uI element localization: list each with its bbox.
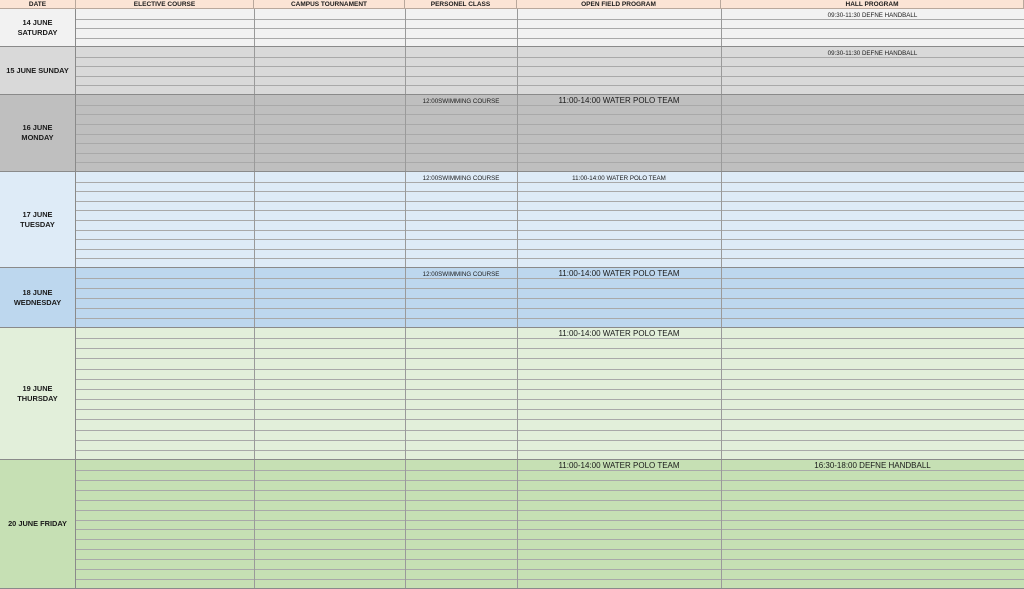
row-divider	[76, 430, 1024, 431]
day-block	[0, 172, 1024, 268]
row-divider	[76, 318, 1024, 319]
row-divider	[76, 230, 1024, 231]
column-divider	[254, 9, 255, 46]
column-divider	[721, 328, 722, 459]
day-block	[0, 95, 1024, 172]
date-cell: 14 JUNE SATURDAY	[0, 9, 76, 46]
column-divider	[721, 47, 722, 94]
row-divider	[76, 520, 1024, 521]
column-divider	[721, 172, 722, 267]
row-divider	[76, 134, 1024, 135]
row-divider	[76, 85, 1024, 86]
day-block	[0, 328, 1024, 460]
date-cell: 20 JUNE FRIDAY	[0, 460, 76, 588]
column-divider	[721, 95, 722, 171]
column-divider	[405, 328, 406, 459]
column-divider	[254, 95, 255, 171]
row-divider	[76, 258, 1024, 259]
date-cell: 19 JUNE THURSDAY	[0, 328, 76, 459]
row-divider	[76, 162, 1024, 163]
column-divider	[721, 460, 722, 588]
header-row	[0, 0, 1024, 9]
row-divider	[76, 66, 1024, 67]
row-divider	[76, 298, 1024, 299]
row-divider	[76, 153, 1024, 154]
row-divider	[76, 220, 1024, 221]
column-header-date: DATE	[0, 0, 76, 9]
column-divider	[405, 47, 406, 94]
column-divider	[254, 268, 255, 327]
day-block	[0, 9, 1024, 47]
column-divider	[405, 172, 406, 267]
event-personel: 12:00SWIMMING COURSE	[422, 98, 500, 105]
row-divider	[76, 288, 1024, 289]
row-divider	[76, 38, 1024, 39]
column-divider	[721, 9, 722, 46]
column-header-hall: HALL PROGRAM	[721, 0, 1024, 9]
row-divider	[76, 124, 1024, 125]
event-openfield: 11:00-14:00 WATER POLO TEAM	[558, 329, 680, 338]
column-header-openfield: OPEN FIELD PROGRAM	[517, 0, 721, 9]
row-divider	[76, 549, 1024, 550]
row-divider	[76, 440, 1024, 441]
date-cell: 16 JUNE MONDAY	[0, 95, 76, 171]
day-block	[0, 47, 1024, 95]
row-divider	[76, 191, 1024, 192]
column-divider	[517, 460, 518, 588]
row-divider	[76, 210, 1024, 211]
column-divider	[405, 95, 406, 171]
event-hall: 09:30-11:30 DEFNE HANDBALL	[827, 12, 918, 19]
row-divider	[76, 559, 1024, 560]
row-divider	[76, 510, 1024, 511]
row-divider	[76, 182, 1024, 183]
date-cell: 15 JUNE SUNDAY	[0, 47, 76, 94]
column-divider	[517, 9, 518, 46]
day-block	[0, 460, 1024, 589]
row-divider	[76, 308, 1024, 309]
event-openfield: 11:00-14:00 WATER POLO TEAM	[558, 461, 680, 470]
column-divider	[517, 47, 518, 94]
row-divider	[76, 529, 1024, 530]
row-divider	[76, 348, 1024, 349]
row-divider	[76, 338, 1024, 339]
row-divider	[76, 399, 1024, 400]
row-divider	[76, 114, 1024, 115]
row-divider	[76, 389, 1024, 390]
column-divider	[517, 268, 518, 327]
column-divider	[405, 9, 406, 46]
row-divider	[76, 28, 1024, 29]
date-cell: 17 JUNE TUESDAY	[0, 172, 76, 267]
day-block	[0, 268, 1024, 328]
row-divider	[76, 450, 1024, 451]
row-divider	[76, 500, 1024, 501]
row-divider	[76, 409, 1024, 410]
event-hall: 09:30-11:30 DEFNE HANDBALL	[827, 50, 918, 57]
row-divider	[76, 201, 1024, 202]
column-divider	[254, 328, 255, 459]
row-divider	[76, 249, 1024, 250]
column-divider	[721, 268, 722, 327]
row-divider	[76, 379, 1024, 380]
column-header-tournament: CAMPUS TOURNAMENT	[254, 0, 405, 9]
row-divider	[76, 490, 1024, 491]
column-divider	[517, 95, 518, 171]
row-divider	[76, 105, 1024, 106]
column-divider	[517, 172, 518, 267]
row-divider	[76, 579, 1024, 580]
event-openfield: 11:00-14:00 WATER POLO TEAM	[558, 96, 680, 105]
event-personel: 12:00SWIMMING COURSE	[422, 175, 500, 182]
column-divider	[517, 328, 518, 459]
column-divider	[405, 460, 406, 588]
row-divider	[76, 278, 1024, 279]
row-divider	[76, 569, 1024, 570]
row-divider	[76, 76, 1024, 77]
row-divider	[76, 419, 1024, 420]
column-header-personel: PERSONEL CLASS	[405, 0, 517, 9]
row-divider	[76, 369, 1024, 370]
date-cell: 18 JUNE WEDNESDAY	[0, 268, 76, 327]
column-header-elective: ELECTIVE COURSE	[76, 0, 254, 9]
column-divider	[254, 460, 255, 588]
column-divider	[254, 47, 255, 94]
column-divider	[405, 268, 406, 327]
column-divider	[254, 172, 255, 267]
event-personel: 12:00SWIMMING COURSE	[422, 271, 500, 278]
row-divider	[76, 239, 1024, 240]
event-openfield: 11:00-14:00 WATER POLO TEAM	[558, 269, 680, 278]
event-openfield: 11:00-14:00 WATER POLO TEAM	[572, 175, 666, 182]
row-divider	[76, 143, 1024, 144]
row-divider	[76, 358, 1024, 359]
row-divider	[76, 480, 1024, 481]
row-divider	[76, 539, 1024, 540]
event-hall: 16:30-18:00 DEFNE HANDBALL	[814, 461, 931, 470]
